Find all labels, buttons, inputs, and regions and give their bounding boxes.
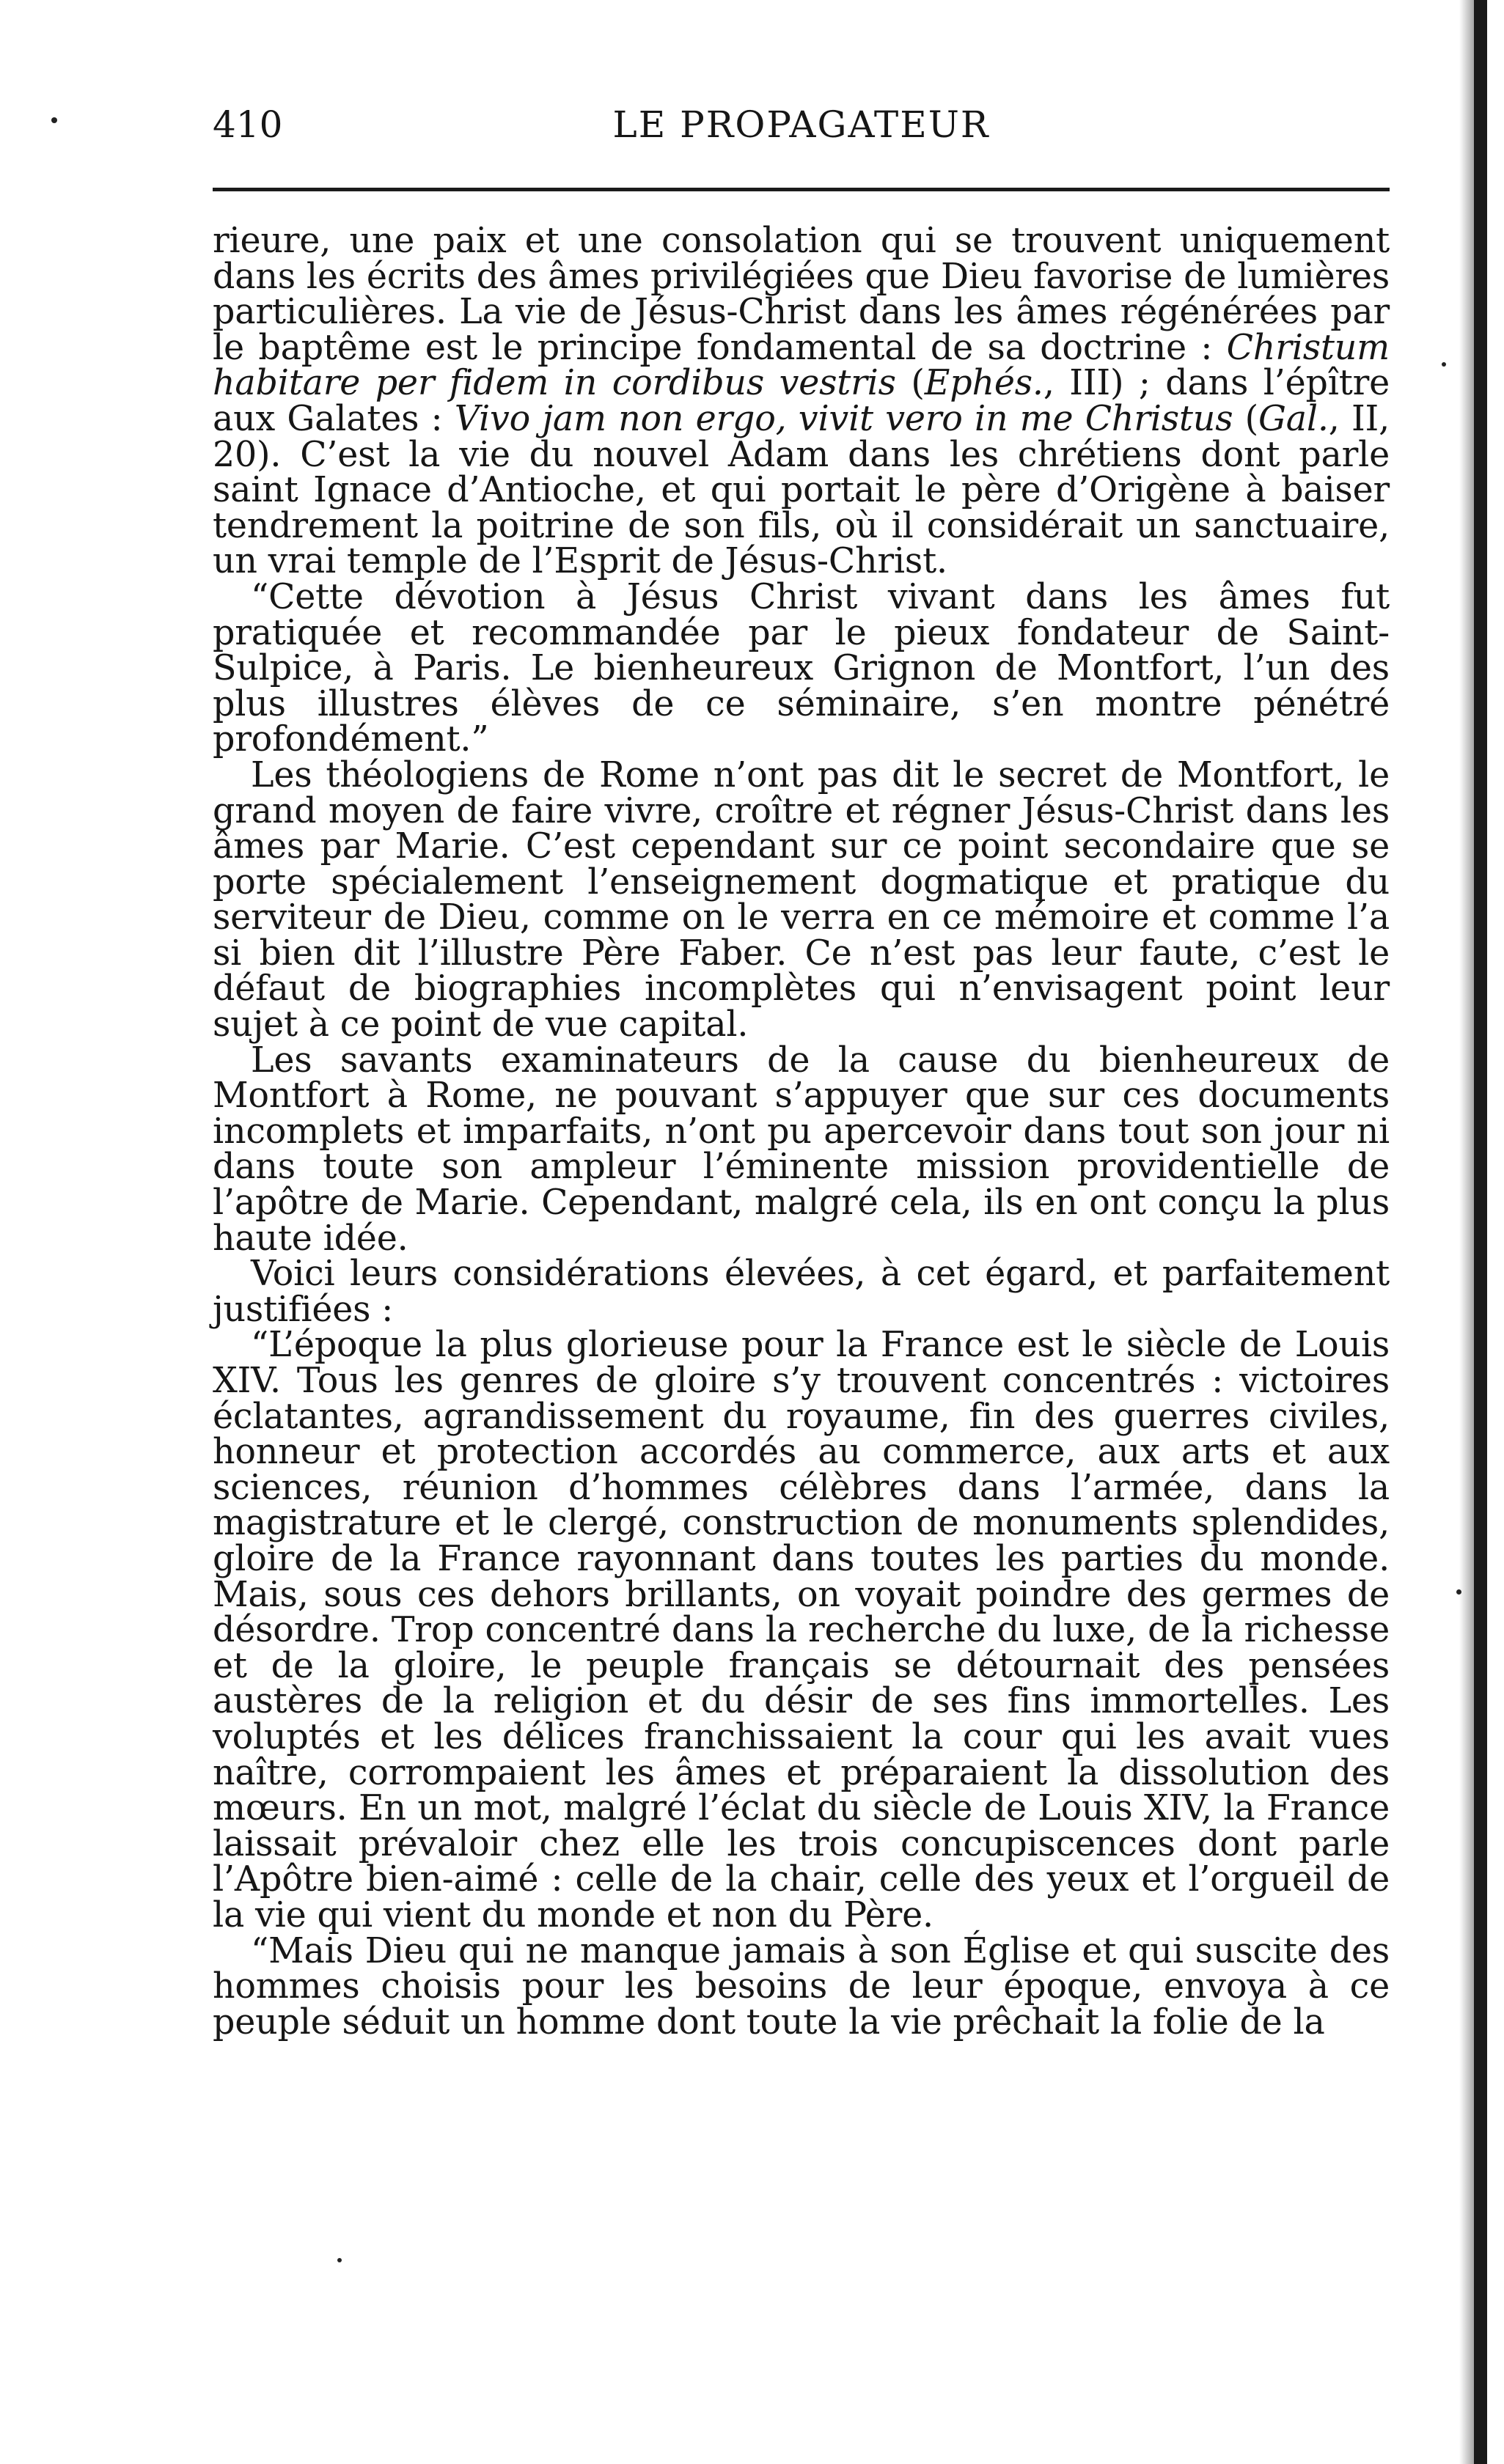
paragraph-5: Voici leurs considérations élevées, à cet égard, et parfaitement justifiées : (213, 1254, 1390, 1330)
scan-speck (51, 117, 57, 123)
paragraph-1-text: , II, 20). C’est la vie du nouvel Adam dans les chrétiens dont parle saint Ignace d’Antioche, et qui portait le père d’Origène à baiser tendrement la poitrine de son fils, où il considérait un sanctuaire, un vrai temple de l’Esprit de Jésus-Christ. (213, 398, 1390, 582)
citation-ephesians: Ephés. (924, 363, 1043, 404)
header-rule (213, 188, 1390, 191)
page-number: 410 (213, 103, 283, 146)
paragraph-3: Les théologiens de Rome n’ont pas dit le secret de Montfort, le grand moyen de faire vivre, croître et régner Jésus-Christ dans les âmes par Marie. C’est cependant sur ce point secondaire que se porte spécialement l’enseignement dogmatique et pratique du serviteur de Dieu, comme on le verra en ce mémoire et comme l’a si bien dit l’illustre Père Faber. Ce n’est pas leur faute, c’est le défaut de biographies incomplètes qui n’envisagent point leur sujet à ce point de vue capital. (213, 754, 1390, 1045)
body-text (213, 221, 1390, 2042)
paragraph-1-text: ( (1233, 398, 1259, 439)
paragraph-1-text: ( (895, 363, 925, 404)
latin-quote-ephesians: Christum habitare per fidem in cordibus vestris (213, 327, 1390, 404)
paragraph-6: “L’époque la plus glorieuse pour la France est le siècle de Louis XIV. Tous les genres de gloire s’y trouvent concentrés : victoires éclatantes, agrandissement du royaume, fin des guerres civiles, honneur et protection accordés au commerce, aux arts et aux sciences, réunion d’hommes célèbres dans l’armée, dans la magistrature et le clergé, construction de monuments splendides, gloire de la France rayonnant dans toutes les parties du monde. Mais, sous ces dehors brillants, on voyait poindre des germes de désordre. Trop concentré dans la recherche du luxe, de la richesse et de la gloire, le peuple français se détournait des pensées austères de la religion et du désir de ses fins immortelles. Les voluptés et les délices franchissaient la cour qui les avait vues naître, corrompaient les âmes et préparaient la dissolution des mœurs. En un mot, malgré l’éclat du siècle de Louis XIV, la France laissait prévaloir chez elle les trois concupiscences dont parle l’Apôtre bien-aimé : celle de la chair, celle des yeux et l’orgueil de la vie qui vient du monde et non du Père. (213, 1325, 1390, 1935)
latin-quote-galatians: Vivo jam non ergo, vivit vero in me Christus (454, 398, 1233, 439)
paragraph-4: Les savants examinateurs de la cause du bienheureux de Montfort à Rome, ne pouvant s’appuyer que sur ces documents incomplets et imparfaits, n’ont pu apercevoir dans tout son jour ni dans toute son ampleur l’éminente mission providentielle de l’apôtre de Marie. Cependant, malgré cela, ils en ont conçu la plus haute idée. (213, 1040, 1390, 1259)
scan-speck (337, 2258, 342, 2262)
paragraph-1-text: rieure, une paix et une consolation qui se trouvent uniquement dans les écrits des âmes privilégiées que Dieu favorise de lumières particulières. La vie de Jésus-Christ dans les âmes régénérées par le baptême est le principe fondamental de sa doctrine : (213, 221, 1390, 368)
paragraph-2: “Cette dévotion à Jésus Christ vivant dans les âmes fut pratiquée et recommandée par le pieux fondateur de Saint-Sulpice, à Paris. Le bienheureux Grignon de Montfort, l’un des plus illustres élèves de ce séminaire, s’en montre pénétré profondément.” (213, 576, 1390, 760)
paragraph-1-text: , III) ; dans l’épître aux Galates : (213, 363, 1390, 439)
scan-speck (1456, 1589, 1461, 1595)
running-title: LE PROPAGATEUR (612, 103, 990, 146)
paragraph-7: “Mais Dieu qui ne manque jamais à son Église et qui suscite des hommes choisis pour les besoins de leur époque, envoya à ce peuple séduit un homme dont toute la vie prêchait la folie de la (213, 1930, 1390, 2042)
scan-shadow (1459, 0, 1474, 2464)
citation-galatians: Gal. (1258, 398, 1329, 439)
page-header (213, 103, 1390, 161)
paragraph-1 (213, 221, 1390, 582)
scan-binding-edge (1474, 0, 1487, 2464)
scan-speck (1442, 362, 1446, 367)
